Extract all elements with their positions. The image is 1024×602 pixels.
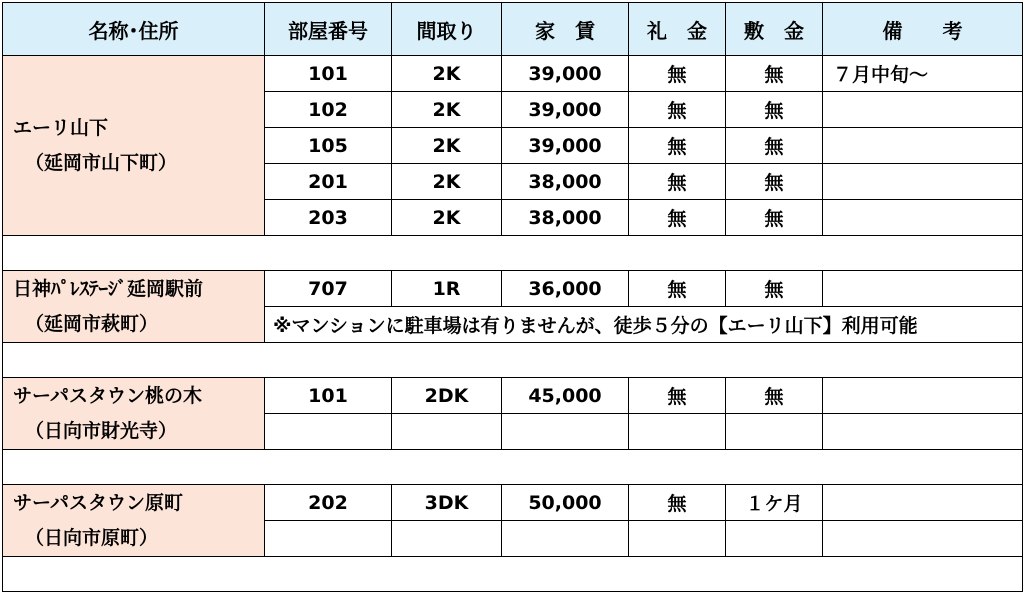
rental-listing-table [2, 2, 1023, 592]
note-cell [823, 92, 1023, 128]
rent-cell: 45,000 [502, 378, 629, 414]
room-cell: 201 [265, 164, 392, 200]
table-row [3, 485, 1023, 521]
rent-cell: 39,000 [502, 128, 629, 164]
header-layout: 間取り [392, 3, 502, 56]
rent-cell: 36,000 [502, 271, 629, 307]
deposit-cell: 無 [726, 164, 823, 200]
key-money-cell: 無 [629, 92, 726, 128]
room-cell: 707 [265, 271, 392, 307]
room-cell: 101 [265, 378, 392, 414]
note-cell [823, 414, 1023, 450]
deposit-cell: 無 [726, 56, 823, 92]
key-money-cell: 無 [629, 271, 726, 307]
note-cell [823, 128, 1023, 164]
room-cell [265, 521, 392, 557]
layout-cell [392, 521, 502, 557]
note-cell: ７月中旬～ [823, 56, 1023, 92]
spacer-row [3, 343, 1023, 378]
key-money-cell: 無 [629, 128, 726, 164]
room-cell: 102 [265, 92, 392, 128]
rent-cell [502, 414, 629, 450]
rent-cell [502, 521, 629, 557]
property-address: （日向市原町） [25, 526, 159, 549]
property-name-cell [3, 271, 265, 343]
note-cell [823, 164, 1023, 200]
header-name: 名称･住所 [3, 3, 265, 56]
property-name-cell [3, 485, 265, 557]
table-row [3, 271, 1023, 307]
key-money-cell [629, 414, 726, 450]
spacer-cell [3, 450, 1023, 485]
note-cell [823, 200, 1023, 236]
property-name: 日神ﾊﾟﾚｽﾃｰｼﾞ延岡駅前 [13, 278, 204, 301]
property-address: （日向市財光寺） [25, 419, 178, 442]
layout-cell: 3DK [392, 485, 502, 521]
note-cell [823, 521, 1023, 557]
header-room: 部屋番号 [265, 3, 392, 56]
header-row [3, 3, 1023, 56]
layout-cell: 1R [392, 271, 502, 307]
header-rent: 家 賃 [502, 3, 629, 56]
table-row [3, 56, 1023, 92]
property-address: （延岡市萩町） [25, 312, 159, 335]
layout-cell: 2K [392, 56, 502, 92]
key-money-cell: 無 [629, 164, 726, 200]
spacer-cell [3, 236, 1023, 271]
key-money-cell [629, 521, 726, 557]
deposit-cell: １ケ月 [726, 485, 823, 521]
deposit-cell: 無 [726, 271, 823, 307]
table-row [3, 378, 1023, 414]
rent-cell: 38,000 [502, 164, 629, 200]
property-name: サーパスタウン原町 [13, 492, 184, 515]
spacer-row [3, 450, 1023, 485]
room-cell: 203 [265, 200, 392, 236]
layout-cell: 2K [392, 128, 502, 164]
spacer-row [3, 236, 1023, 271]
room-cell: 101 [265, 56, 392, 92]
layout-cell: 2K [392, 92, 502, 128]
property-name-cell [3, 56, 265, 236]
spacer-cell [3, 343, 1023, 378]
layout-cell [392, 414, 502, 450]
deposit-cell: 無 [726, 200, 823, 236]
spacer-row [3, 557, 1023, 592]
note-cell [823, 271, 1023, 307]
property-address: （延岡市山下町） [25, 151, 178, 174]
spacer-cell [3, 557, 1023, 592]
layout-cell: 2DK [392, 378, 502, 414]
key-money-cell: 無 [629, 378, 726, 414]
deposit-cell: 無 [726, 92, 823, 128]
deposit-cell: 無 [726, 378, 823, 414]
layout-cell: 2K [392, 200, 502, 236]
room-cell [265, 414, 392, 450]
key-money-cell: 無 [629, 56, 726, 92]
room-cell: 202 [265, 485, 392, 521]
rent-cell: 38,000 [502, 200, 629, 236]
deposit-cell [726, 521, 823, 557]
room-cell: 105 [265, 128, 392, 164]
note-cell [823, 485, 1023, 521]
property-name: エーリ山下 [13, 117, 109, 140]
rent-cell: 39,000 [502, 92, 629, 128]
header-deposit: 敷 金 [726, 3, 823, 56]
key-money-cell: 無 [629, 485, 726, 521]
header-note: 備 考 [823, 3, 1023, 56]
rent-cell: 39,000 [502, 56, 629, 92]
rent-cell: 50,000 [502, 485, 629, 521]
note-cell [823, 378, 1023, 414]
property-name-cell [3, 378, 265, 450]
property-name: サーパスタウン桃の木 [13, 385, 203, 408]
layout-cell: 2K [392, 164, 502, 200]
deposit-cell: 無 [726, 128, 823, 164]
header-key-money: 礼 金 [629, 3, 726, 56]
deposit-cell [726, 414, 823, 450]
key-money-cell: 無 [629, 200, 726, 236]
parking-notice: ※マンションに駐車場は有りませんが、徒歩５分の【エーリ山下】利用可能 [265, 307, 1023, 343]
